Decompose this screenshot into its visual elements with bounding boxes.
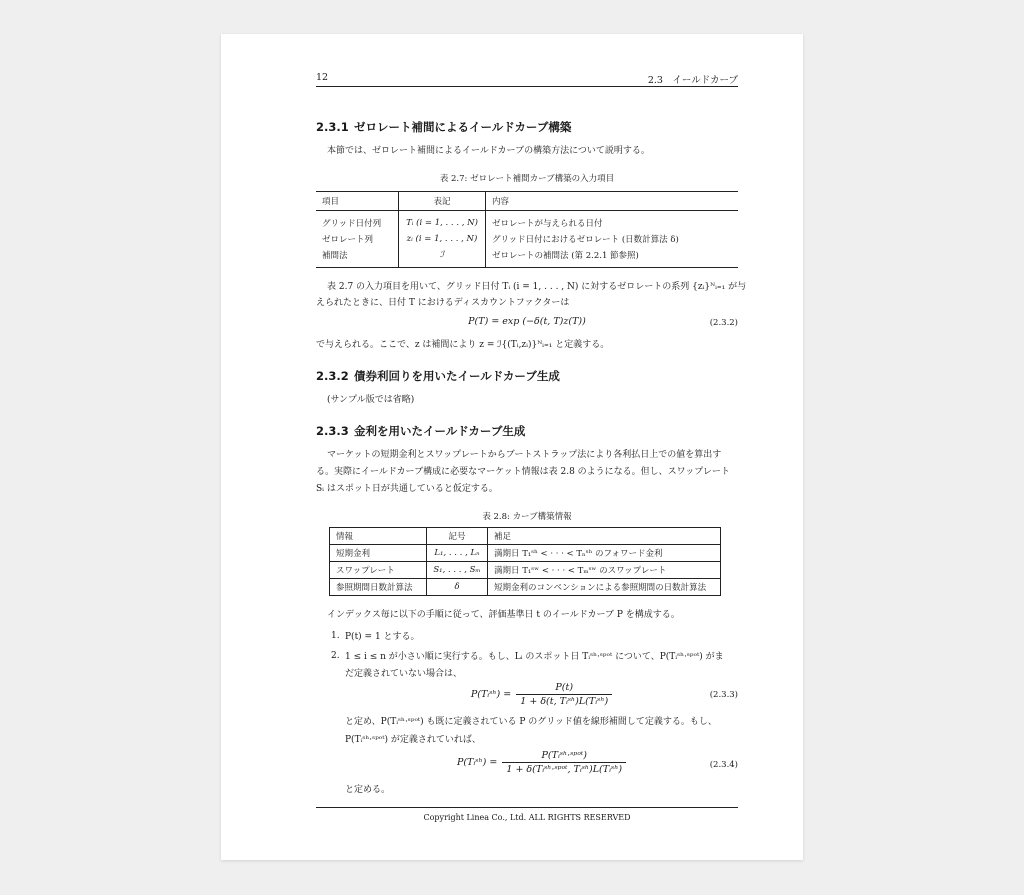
- list-item-line: P(Tᵢˢʰ·ˢᵖᵒᵗ) が定義されていれば、: [345, 735, 481, 745]
- table-cell: 満期日 T₁ˢʰ < · · · < Tₙˢʰ のフォワード金利: [488, 545, 721, 562]
- table-header-cell: 情報: [330, 528, 427, 545]
- table-row: [316, 231, 738, 247]
- table-cell: 満期日 T₁ˢʷ < · · · < Tₘˢʷ のスワップレート: [488, 562, 721, 579]
- list-item-line: 1 ≤ i ≤ n が小さい順に実行する。もし、Lᵢ のスポット日 Tᵢˢʰ·ˢᵖᵒᵗ について、P(Tᵢˢʰ·ˢᵖᵒᵗ) がま: [345, 652, 724, 662]
- section-2-3-3-heading: [316, 423, 525, 439]
- table-cell: zᵢ (i = 1, . . . , N): [399, 231, 486, 247]
- table-2-8-caption: 表 2.8: カーブ構築情報: [482, 512, 572, 522]
- table-header-row: [316, 192, 738, 211]
- table-header-cell: 内容: [486, 192, 739, 211]
- table-cell: L₁, . . . , Lₙ: [427, 545, 488, 562]
- list-item-line: と定める。: [345, 785, 391, 795]
- equation-number: (2.3.4): [709, 760, 738, 770]
- table-cell: スワップレート: [330, 562, 427, 579]
- fraction-numerator: P(t): [516, 682, 612, 695]
- table-row: [330, 579, 721, 596]
- section-title: ゼロレート補間によるイールドカーブ構築: [354, 120, 572, 134]
- paragraph-line: えられたときに、日付 T におけるディスカウントファクターは: [316, 298, 570, 308]
- fraction-denominator: 1 + δ(t, Tᵢˢʰ)L(Tᵢˢʰ): [520, 696, 609, 707]
- omitted-note: (サンプル版では省略): [327, 395, 415, 405]
- table-2-7-caption: 表 2.7: ゼロレート補間カーブ構築の入力項目: [439, 174, 615, 184]
- table-cell: 短期金利: [330, 545, 427, 562]
- table-cell: 短期金利のコンベンションによる参照期間の日数計算法: [488, 579, 721, 596]
- section-2-3-1-heading: [316, 119, 571, 135]
- list-item-line: と定め、P(Tᵢˢʰ·ˢᵖᵒᵗ) も既に定義されている P のグリッド値を線形補間して定義する。もし、: [345, 717, 717, 727]
- equation-2-3-2: P(T) = exp (−δ(t, T)z(T)): [468, 316, 586, 327]
- equation-fraction: [502, 750, 626, 775]
- table-header-cell: 補足: [488, 528, 721, 545]
- equation-lhs: P(Tᵢˢʰ) =: [456, 757, 498, 768]
- section-title: 金利を用いたイールドカーブ生成: [354, 424, 526, 438]
- fraction-denominator: 1 + δ(Tᵢˢʰ·ˢᵖᵒᵗ, Tᵢˢʰ)L(Tᵢˢʰ): [506, 764, 623, 775]
- table-cell: δ: [427, 579, 488, 596]
- list-number: 2.: [331, 651, 340, 661]
- table-header-row: [330, 528, 721, 545]
- section-number: 2.3.2: [316, 369, 349, 383]
- equation-2-3-3: [345, 682, 738, 707]
- fraction-numerator: P(Tᵢˢʰ·ˢᵖᵒᵗ): [502, 750, 626, 763]
- equation-number: (2.3.3): [709, 690, 738, 700]
- table-cell: 参照期間日数計算法: [330, 579, 427, 596]
- table-cell: Tᵢ (i = 1, . . . , N): [399, 211, 486, 232]
- page-number: 12: [316, 72, 329, 83]
- paragraph-line: Sᵢ はスポット日が共通していると仮定する。: [316, 484, 498, 494]
- table-cell: 補間法: [316, 247, 399, 268]
- section-2-3-2-heading: [316, 368, 560, 384]
- table-row: [330, 545, 721, 562]
- equation-fraction: [516, 682, 612, 707]
- section-number: 2.3.1: [316, 120, 349, 134]
- table-cell: ℐ: [399, 247, 486, 268]
- equation-2-3-4: [345, 750, 738, 775]
- equation-lhs: P(Tᵢˢʰ) =: [470, 689, 512, 700]
- section-number: 2.3.3: [316, 424, 349, 438]
- list-item: P(t) = 1 とする。: [345, 632, 420, 642]
- running-header: 2.3 イールドカーブ: [647, 75, 738, 86]
- table-row: [330, 562, 721, 579]
- table-cell: S₁, . . . , Sₘ: [427, 562, 488, 579]
- table-2-8: [329, 527, 721, 596]
- table-row: [316, 211, 738, 232]
- list-item-line: だ定義されていない場合は、: [345, 669, 463, 679]
- paragraph-line: マーケットの短期金利とスワップレートからブートストラップ法により各利払日上での値を算出す: [327, 450, 722, 460]
- table-cell: グリッド日付列: [322, 219, 382, 229]
- table-2-7: [316, 191, 738, 268]
- equation-number: (2.3.2): [709, 318, 738, 328]
- paragraph-line: 表 2.7 の入力項目を用いて、グリッド日付 Tᵢ (i = 1, . . . , N) に対するゼロレートの系列 {zᵢ}ᴺᵢ₌₁ が与: [327, 282, 747, 292]
- section-title: 債券利回りを用いたイールドカーブ生成: [354, 369, 560, 383]
- copyright-footer: Copyright Linea Co., Ltd. ALL RIGHTS RESERVED: [423, 813, 631, 822]
- table-cell: ゼロレートの補間法 (第 2.2.1 節参照): [486, 247, 739, 268]
- header-rule: [316, 86, 738, 87]
- footer-rule: [316, 807, 738, 808]
- table-header-cell: 記号: [427, 528, 488, 545]
- paragraph-line: で与えられる。ここで、z は補間により z = ℐ{(Tᵢ,zᵢ)}ᴺᵢ₌₁ と定義する。: [316, 340, 610, 350]
- table-cell: グリッド日付におけるゼロレート (日数計算法 δ): [492, 235, 679, 245]
- intro-paragraph: 本節では、ゼロレート補間によるイールドカーブの構築方法について説明する。: [327, 146, 650, 156]
- table-header-cell: 項目: [316, 192, 399, 211]
- list-number: 1.: [331, 631, 340, 641]
- paragraph-line: る。実際にイールドカーブ構成に必要なマーケット情報は表 2.8 のようになる。但し、スワップレート: [316, 467, 730, 477]
- table-header-cell: 表記: [399, 192, 486, 211]
- table-cell: ゼロレート列: [322, 235, 374, 245]
- document-page: [221, 34, 803, 860]
- paragraph-line: インデックス毎に以下の手順に従って、評価基準日 t のイールドカーブ P を構成する。: [327, 610, 680, 620]
- table-row: [316, 247, 738, 268]
- table-cell: ゼロレートが与えられる日付: [492, 219, 603, 229]
